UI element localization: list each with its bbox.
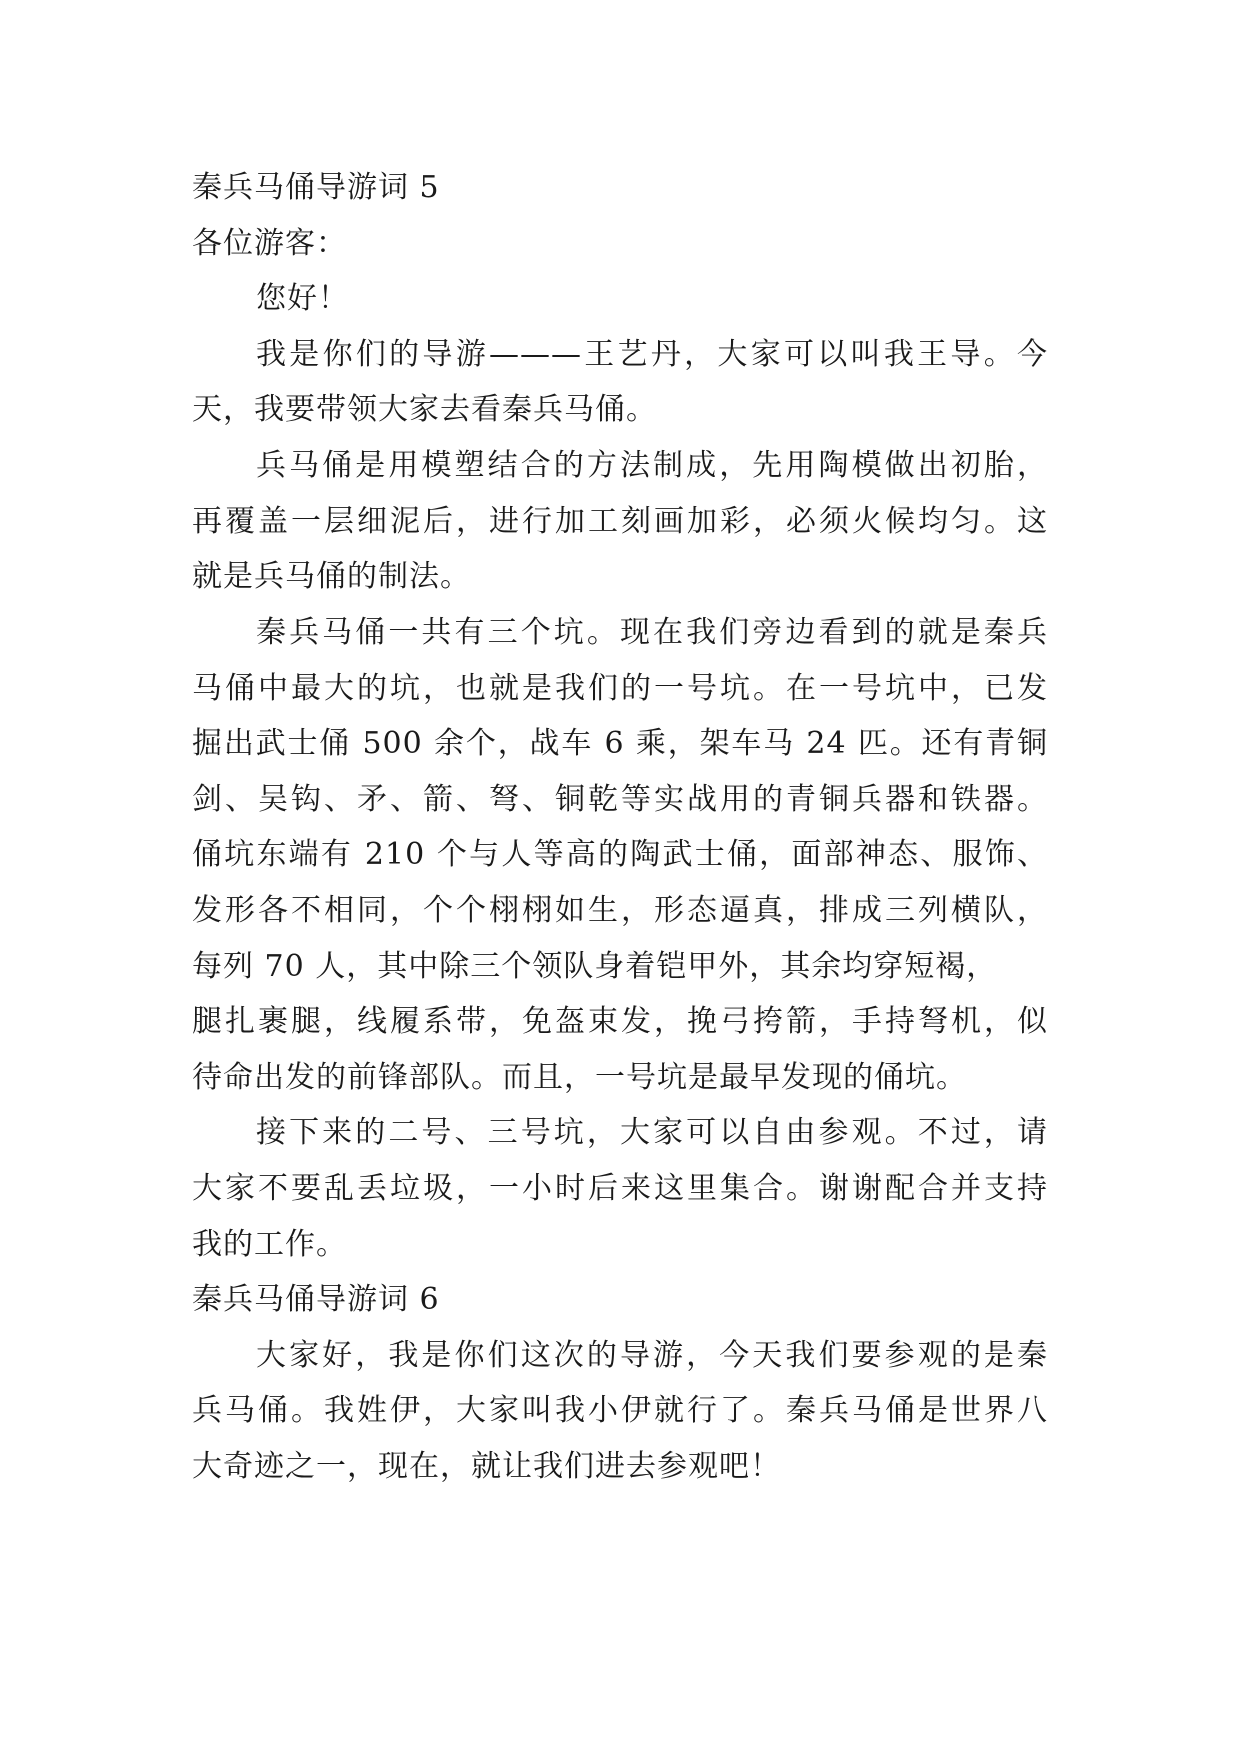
- paragraph-line: 大家好，我是你们这次的导游，今天我们要参观的是秦: [256, 1338, 1048, 1373]
- paragraph-line: 我的工作。: [192, 1227, 347, 1262]
- paragraph-line: 接下来的二号、三号坑，大家可以自由参观。不过，请: [256, 1115, 1048, 1150]
- paragraph-line: 马俑中最大的坑，也就是我们的一号坑。在一号坑中，已发: [192, 671, 1048, 706]
- paragraph-line: 我是你们的导游———王艺丹，大家可以叫我王导。今: [256, 337, 1048, 372]
- paragraph-line: 发形各不相同，个个栩栩如生，形态逼真，排成三列横队，: [192, 893, 1048, 928]
- paragraph-line: 秦兵马俑一共有三个坑。现在我们旁边看到的就是秦兵: [256, 615, 1048, 650]
- paragraph-line: 俑坑东端有 210 个与人等高的陶武士俑，面部神态、服饰、: [192, 837, 1048, 872]
- paragraph-line: 腿扎裹腿，线履系带，免盔束发，挽弓挎箭，手持弩机，似: [192, 1004, 1048, 1039]
- paragraph-line: 就是兵马俑的制法。: [192, 559, 471, 594]
- section-title: 秦兵马俑导游词 5: [192, 170, 440, 205]
- paragraph-line: 兵马俑。我姓伊，大家叫我小伊就行了。秦兵马俑是世界八: [192, 1393, 1048, 1428]
- greeting-line: 您好！: [256, 281, 349, 316]
- paragraph-line: 剑、吴钩、矛、箭、弩、铜乾等实战用的青铜兵器和铁器。: [192, 782, 1048, 817]
- paragraph-line: 再覆盖一层细泥后，进行加工刻画加彩，必须火候均匀。这: [192, 504, 1048, 539]
- paragraph-line: 兵马俑是用模塑结合的方法制成，先用陶模做出初胎，: [256, 448, 1048, 483]
- paragraph-line: 大家不要乱丢垃圾，一小时后来这里集合。谢谢配合并支持: [192, 1171, 1048, 1206]
- salutation: 各位游客：: [192, 226, 347, 261]
- paragraph-line: 天，我要带领大家去看秦兵马俑。: [192, 392, 657, 427]
- section-title: 秦兵马俑导游词 6: [192, 1282, 440, 1317]
- paragraph-line: 大奇迹之一，现在，就让我们进去参观吧！: [192, 1449, 781, 1484]
- paragraph-line: 每列 70 人，其中除三个领队身着铠甲外，其余均穿短褐，: [192, 949, 998, 984]
- paragraph-line: 掘出武士俑 500 余个，战车 6 乘，架车马 24 匹。还有青铜: [192, 726, 1048, 761]
- paragraph-line: 待命出发的前锋部队。而且，一号坑是最早发现的俑坑。: [192, 1060, 967, 1095]
